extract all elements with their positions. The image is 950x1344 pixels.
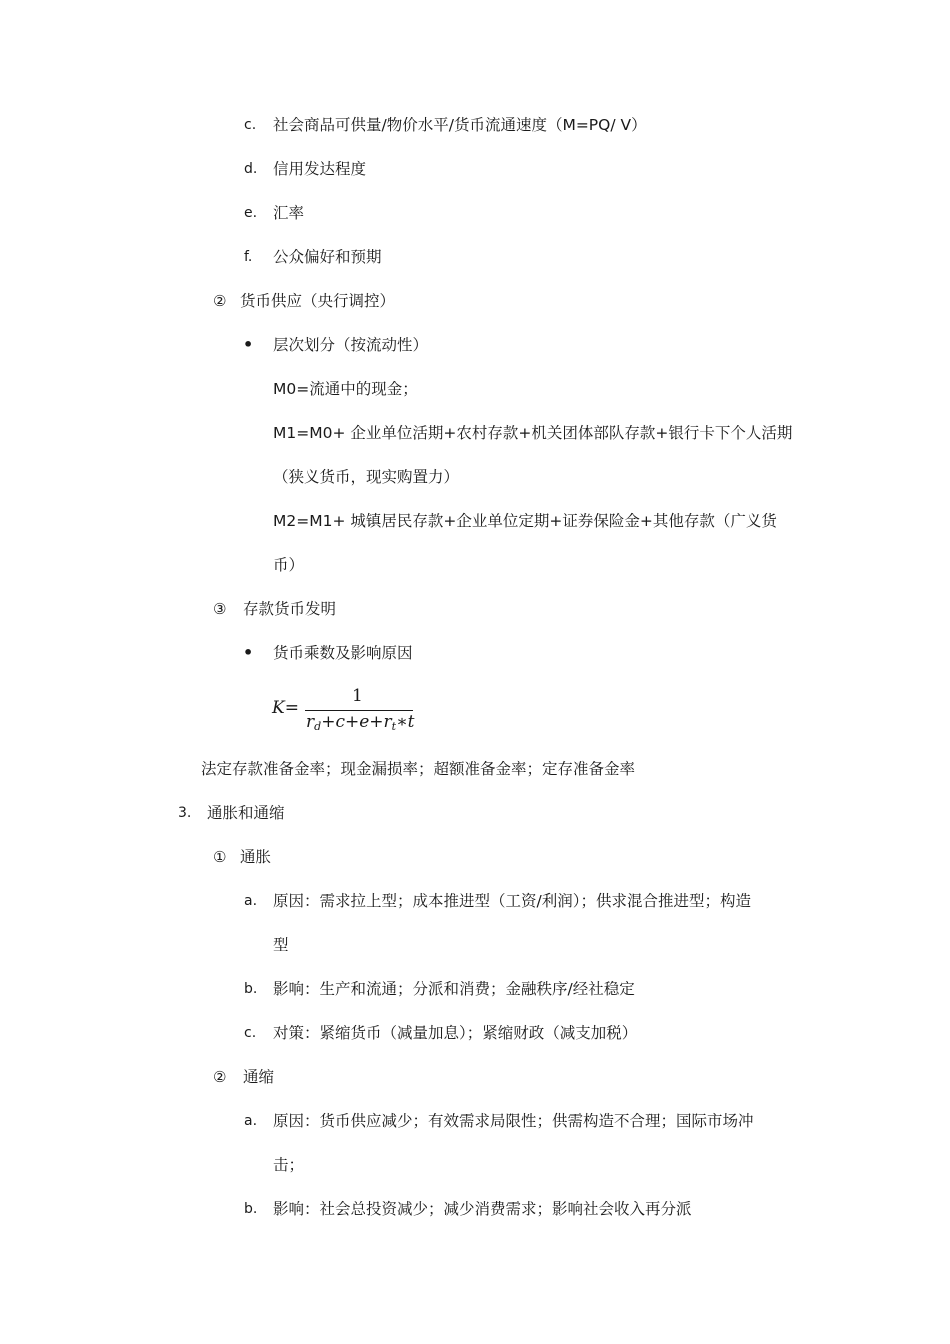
list-item-text: 原因：货币供应减少；有效需求局限性；供需构造不合理；国际市场冲 bbox=[273, 1112, 754, 1130]
list-marker: c. bbox=[244, 1025, 257, 1041]
formula-lhs: K= bbox=[272, 698, 299, 718]
section-heading: 货币供应（央行调控） bbox=[240, 292, 396, 310]
list-marker: c. bbox=[244, 117, 257, 133]
paragraph-text: M2=M1+ 城镇居民存款+企业单位定期+证券保险金+其他存款（广义货 bbox=[273, 512, 777, 530]
list-marker: f. bbox=[244, 249, 253, 265]
list-item-text: 社会商品可供量/物价水平/货币流通速度（M=PQ/ V） bbox=[273, 116, 647, 134]
list-item-text: 对策：紧缩货币（减量加息）；紧缩财政（减支加税） bbox=[273, 1024, 638, 1042]
paragraph-text: M0=流通中的现金； bbox=[273, 380, 418, 398]
paragraph-text: M1=M0+ 企业单位活期+农村存款+机关团体部队存款+银行卡下个人活期 bbox=[273, 424, 793, 442]
paragraph-text: 法定存款准备金率；现金漏损率；超额准备金率；定存准备金率 bbox=[201, 760, 636, 778]
list-item-text: 汇率 bbox=[273, 204, 305, 222]
section-heading: 通胀和通缩 bbox=[207, 804, 285, 822]
list-marker: a. bbox=[244, 1113, 258, 1129]
circled-number-marker: ③ bbox=[213, 600, 227, 618]
list-marker: e. bbox=[244, 205, 258, 221]
list-marker: d. bbox=[244, 161, 258, 177]
list-marker: a. bbox=[244, 893, 258, 909]
fraction-bar bbox=[305, 710, 413, 711]
section-heading: 通缩 bbox=[243, 1068, 275, 1086]
formula-denominator: $r_d+c+e+r_t∗t$ bbox=[306, 712, 415, 733]
list-item-text: 影响：社会总投资减少；减少消费需求；影响社会收入再分派 bbox=[273, 1200, 692, 1218]
section-heading: 通胀 bbox=[240, 848, 272, 866]
formula-numerator: 1 bbox=[352, 686, 363, 706]
circled-number-marker: ② bbox=[213, 292, 227, 310]
list-item-text: 公众偏好和预期 bbox=[273, 248, 382, 266]
list-marker: 3. bbox=[178, 805, 192, 821]
list-item-text: 原因：需求拉上型；成本推进型（工资/利润）；供求混合推进型；构造 bbox=[273, 892, 751, 910]
paragraph-text: （狭义货币，现实购置力） bbox=[273, 468, 460, 486]
circled-number-marker: ① bbox=[213, 848, 227, 866]
list-marker: b. bbox=[244, 981, 258, 997]
section-heading: 存款货币发明 bbox=[243, 600, 337, 618]
list-item-text: 影响：生产和流通；分派和消费；金融秩序/经社稳定 bbox=[273, 980, 635, 998]
list-item-text: 型 bbox=[273, 936, 289, 954]
list-marker: b. bbox=[244, 1201, 258, 1217]
bullet-item-text: 货币乘数及影响原因 bbox=[273, 644, 413, 662]
list-item-text: 信用发达程度 bbox=[273, 160, 367, 178]
circled-number-marker: ② bbox=[213, 1068, 227, 1086]
bullet-item-text: 层次划分（按流动性） bbox=[273, 336, 429, 354]
bullet-marker: • bbox=[243, 643, 254, 662]
paragraph-text: 币） bbox=[273, 556, 305, 574]
bullet-marker: • bbox=[243, 335, 254, 354]
list-item-text: 击； bbox=[273, 1156, 305, 1174]
